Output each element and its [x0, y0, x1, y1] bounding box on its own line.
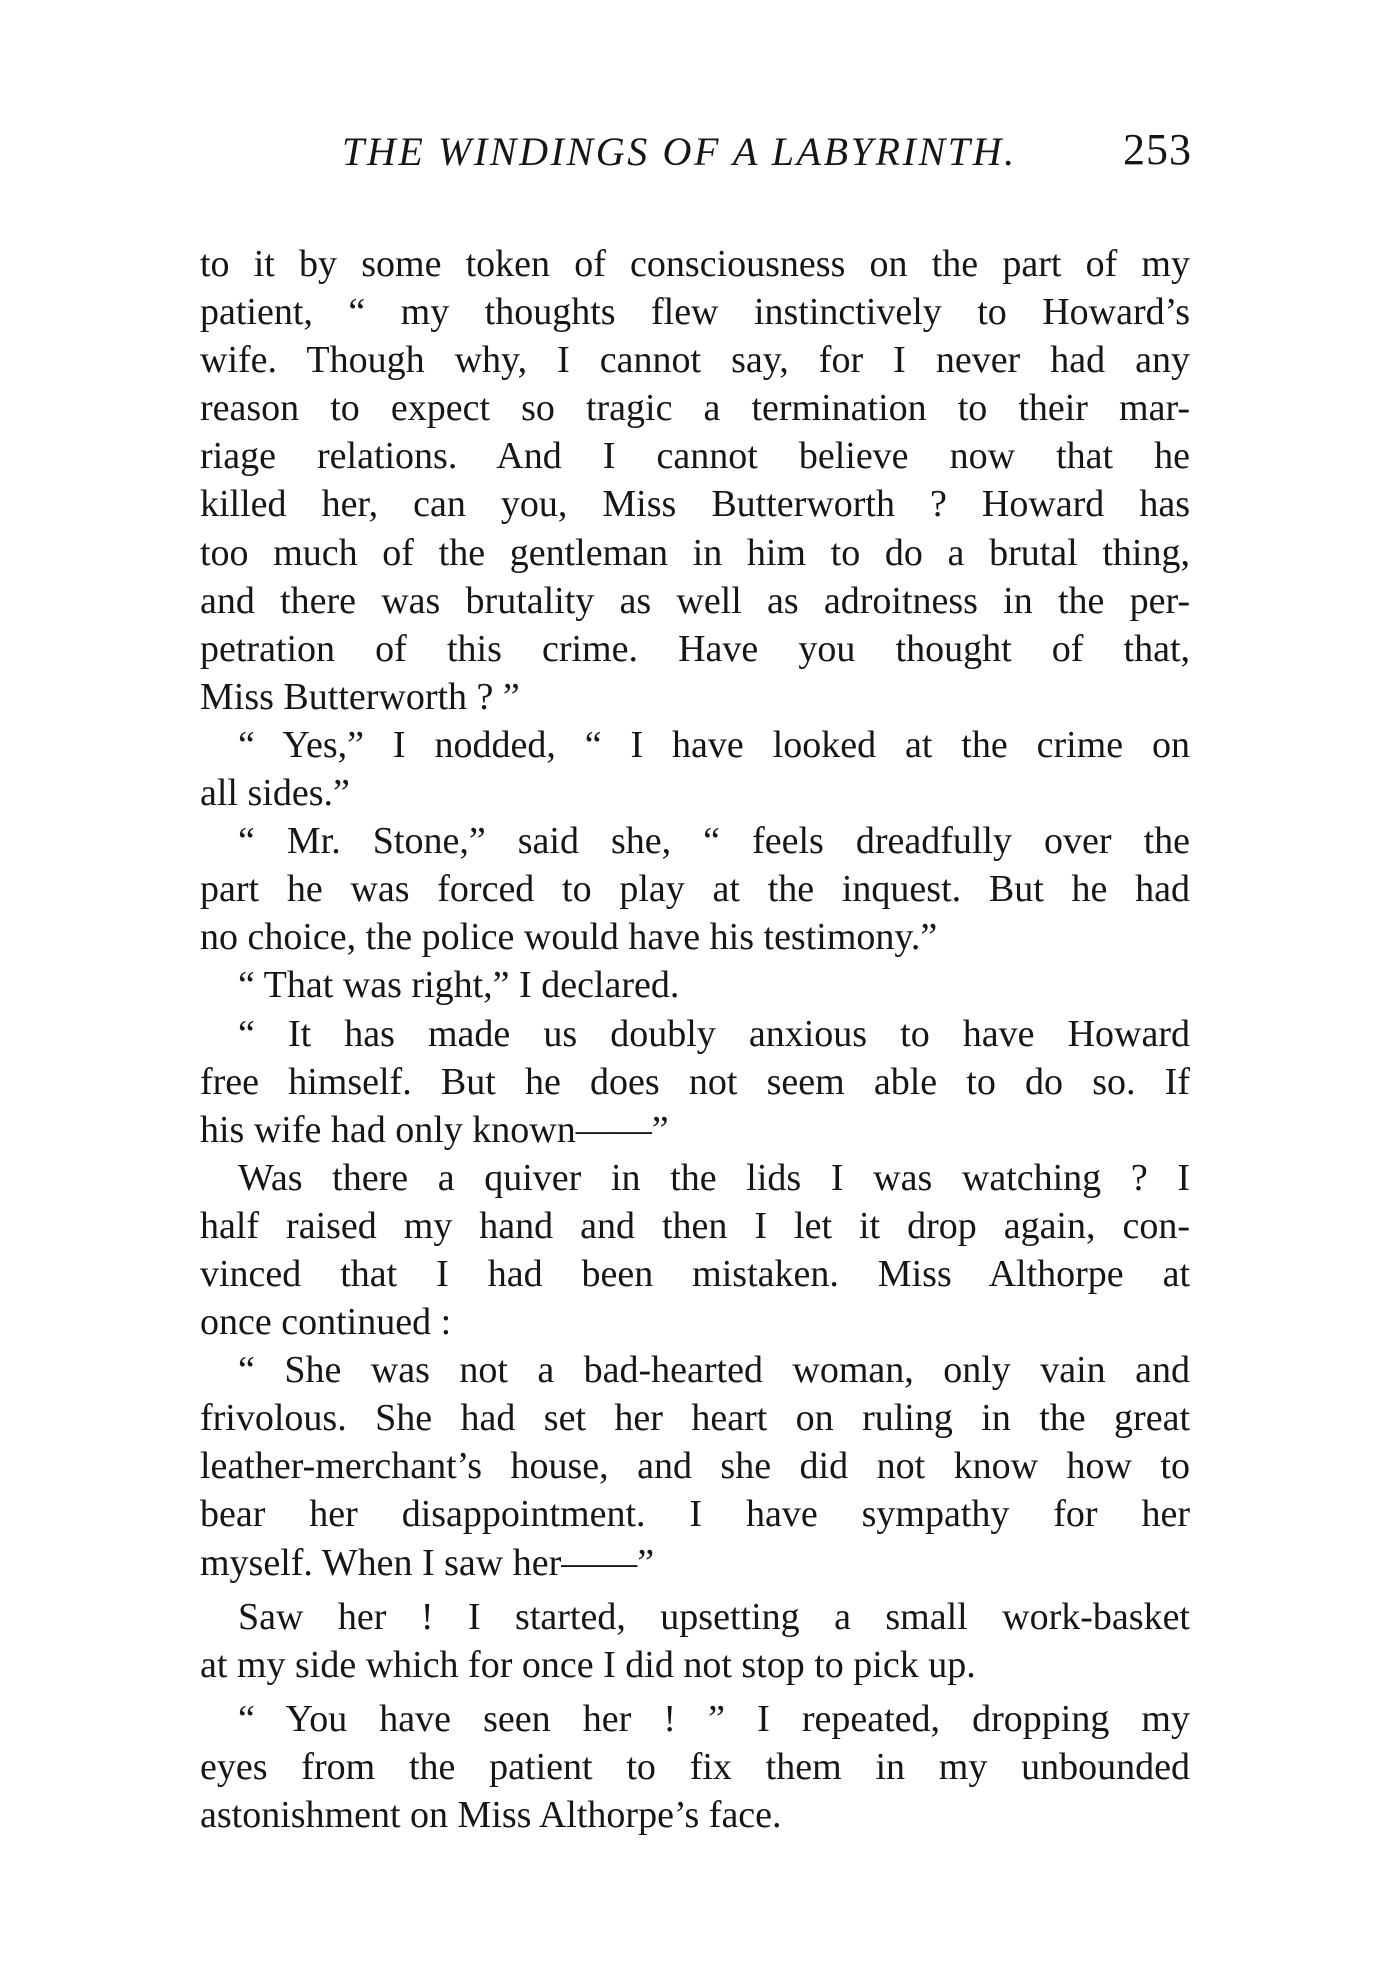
text-line: Miss Butterworth ? ” — [200, 675, 520, 718]
text-line: part he was forced to play at the inquest. But he had — [200, 868, 1190, 911]
text-line: reason to expect so tragic a termination to their mar- — [200, 387, 1190, 430]
text-line: eyes from the patient to fix them in my unbounded — [200, 1745, 1190, 1788]
text-line: vinced that I had been mistaken. Miss Althorpe at — [200, 1252, 1190, 1295]
text-line: riage relations. And I cannot believe now that he — [200, 435, 1190, 478]
text-line: “ You have seen her ! ” I repeated, dropping my — [238, 1697, 1190, 1740]
text-line: all sides.” — [200, 772, 350, 815]
text-line: frivolous. She had set her heart on ruling in the great — [200, 1397, 1190, 1440]
text-line: petration of this crime. Have you thought of that, — [200, 627, 1190, 670]
text-line: bear her disappointment. I have sympathy for her — [200, 1493, 1190, 1536]
text-line: too much of the gentleman in him to do a brutal thing, — [200, 531, 1190, 574]
text-line: “ It has made us doubly anxious to have Howard — [238, 1012, 1190, 1055]
text-line: leather-merchant’s house, and she did not know how to — [200, 1445, 1190, 1488]
text-line: Saw her ! I started, upsetting a small work-basket — [238, 1595, 1190, 1638]
running-head — [200, 125, 1210, 208]
page-number: 253 — [1123, 125, 1192, 174]
text-line: Was there a quiver in the lids I was watching ? I — [238, 1156, 1190, 1199]
text-line: his wife had only known——” — [200, 1108, 669, 1151]
text-line: patient, “ my thoughts flew instinctively to Howard’s — [200, 291, 1190, 334]
text-line: astonishment on Miss Althorpe’s face. — [200, 1794, 782, 1836]
text-line: “ She was not a bad-hearted woman, only vain and — [238, 1349, 1190, 1392]
body-text — [200, 240, 1190, 1839]
text-line: free himself. But he does not seem able to do so. If — [200, 1060, 1190, 1103]
text-line: at my side which for once I did not stop to pick up. — [200, 1643, 976, 1686]
text-line: and there was brutality as well as adroitness in the per- — [200, 579, 1190, 622]
text-line: to it by some token of consciousness on the part of my — [200, 243, 1190, 285]
text-line: wife. Though why, I cannot say, for I never had any — [200, 339, 1190, 382]
text-line: no choice, the police would have his testimony.” — [200, 916, 938, 959]
text-line: killed her, can you, Miss Butterworth ? Howard has — [200, 483, 1190, 526]
text-line: “ Yes,” I nodded, “ I have looked at the crime on — [238, 723, 1190, 766]
text-line: once continued : — [200, 1301, 452, 1344]
text-line: “ That was right,” I declared. — [238, 964, 680, 1007]
text-line: “ Mr. Stone,” said she, “ feels dreadfully over the — [238, 820, 1190, 863]
running-title: THE WINDINGS OF A LABYRINTH. — [342, 129, 1017, 174]
text-line: myself. When I saw her——” — [200, 1541, 655, 1584]
text-line: half raised my hand and then I let it drop again, con- — [200, 1204, 1190, 1247]
